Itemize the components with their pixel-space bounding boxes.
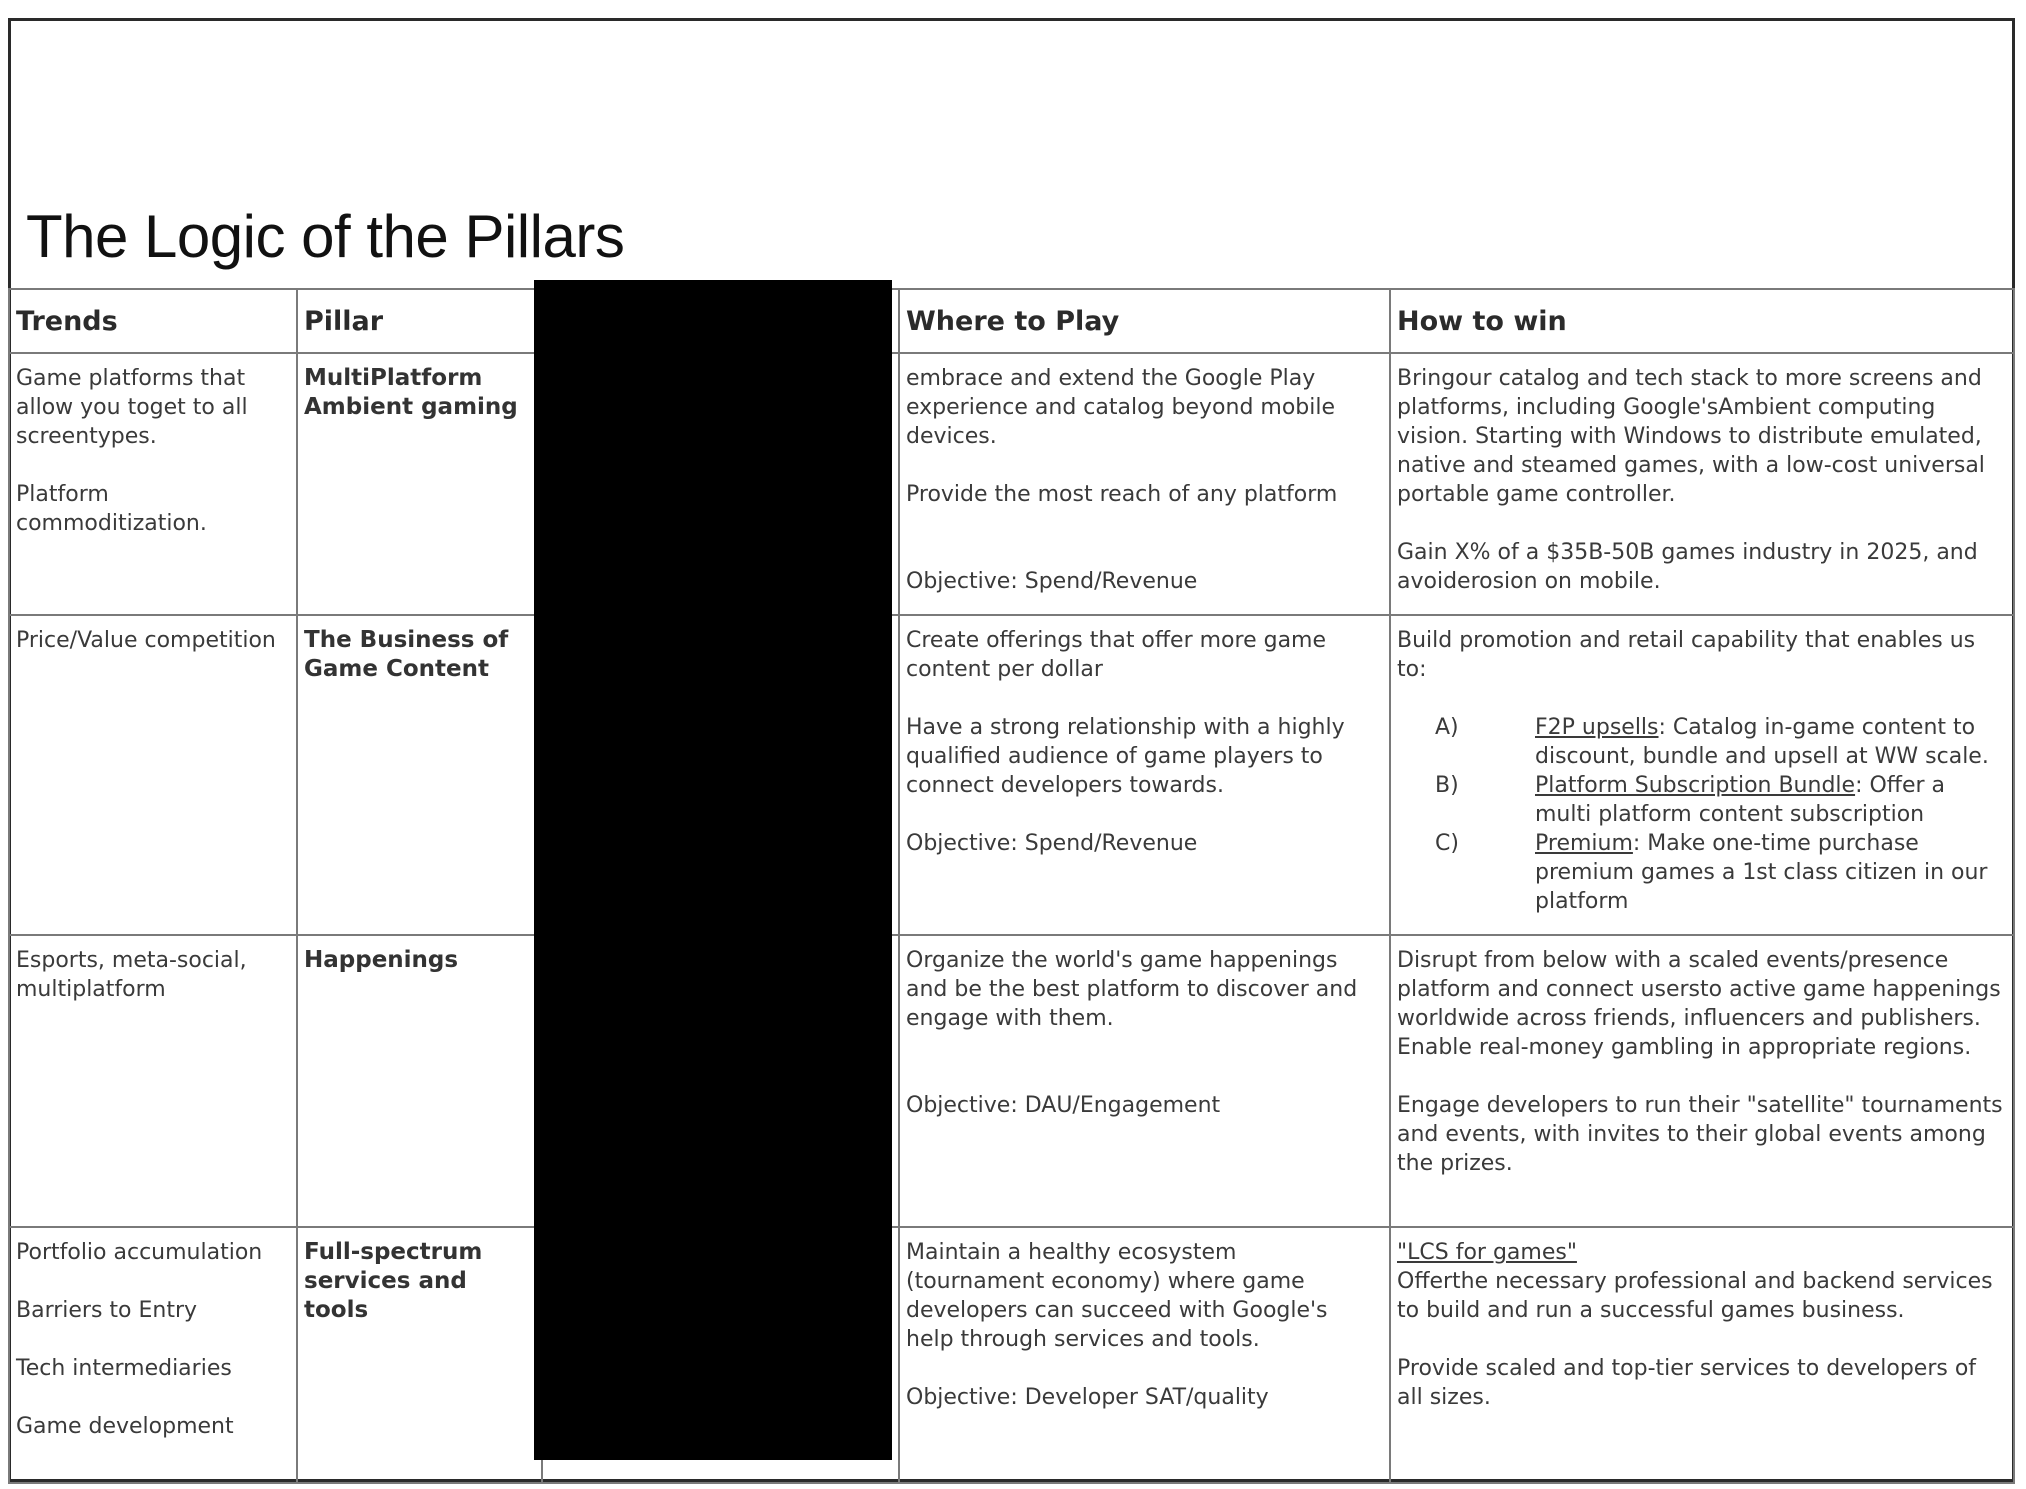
list-item — [1397, 771, 2005, 829]
where-to-play-cell — [899, 615, 1390, 935]
list-item — [1397, 713, 2005, 771]
trend-text: Price/Value competition — [16, 628, 276, 653]
column-header-how-to-win: How to win — [1390, 289, 2014, 353]
option-body — [1495, 713, 2005, 771]
trend-text: Portfolio accumulation — [16, 1240, 263, 1265]
option-text: : Offer a multi platform content subscription — [1535, 773, 1945, 827]
pillar-cell: Happenings — [297, 935, 542, 1227]
trend-text: Barriers to Entry — [16, 1298, 198, 1323]
table-row — [9, 1227, 2014, 1483]
how-to-win-cell — [1390, 353, 2014, 615]
option-list — [1397, 713, 2005, 916]
pillar-cell: Full-spectrum services and tools — [297, 1227, 542, 1483]
where-text: Maintain a healthy ecosystem (tournament economy) where game developers can succeed with Google's help through services and tools. — [906, 1240, 1328, 1352]
where-text: embrace and extend the Google Play experience and catalog beyond mobile devices. — [906, 366, 1336, 449]
objective-text: Objective: Spend/Revenue — [906, 831, 1198, 856]
trends-cell — [9, 615, 297, 935]
objective-text: Objective: Spend/Revenue — [906, 569, 1198, 594]
how-text: Offerthe necessary professional and backend services to build and run a successful games business. — [1397, 1269, 1993, 1323]
pillar-cell: The Business of Game Content — [297, 615, 542, 935]
table-row — [9, 615, 2014, 935]
trend-text: Esports, meta-social, multiplatform — [16, 948, 247, 1002]
how-text: Provide scaled and top-tier services to developers of all sizes. — [1397, 1356, 1977, 1410]
header-row — [9, 289, 2014, 353]
option-term: Premium — [1535, 831, 1633, 856]
where-text: Provide the most reach of any platform — [906, 482, 1338, 507]
trend-text: Game development — [16, 1414, 234, 1439]
where-text: Have a strong relationship with a highly qualified audience of game players to connect developers towards. — [906, 715, 1345, 798]
pillar-cell: MultiPlatform Ambient gaming — [297, 353, 542, 615]
how-intro-text: Build promotion and retail capability that enables us to: — [1397, 628, 1976, 682]
option-letter: A) — [1435, 715, 1459, 740]
objective-text: Objective: Developer SAT/quality — [906, 1385, 1269, 1410]
option-term: F2P upsells — [1535, 715, 1659, 740]
trend-text: Game platforms that allow you toget to all screentypes. — [16, 366, 248, 449]
option-letter: C) — [1435, 831, 1459, 856]
how-to-win-cell — [1390, 935, 2014, 1227]
option-term: Platform Subscription Bundle — [1535, 773, 1856, 798]
where-to-play-cell — [899, 353, 1390, 615]
column-header-where-to-play: Where to Play — [899, 289, 1390, 353]
column-header-pillar: Pillar — [297, 289, 542, 353]
trends-cell — [9, 935, 297, 1227]
where-text: Create offerings that offer more game content per dollar — [906, 628, 1327, 682]
option-text: : Make one-time purchase premium games a 1st class citizen in our platform — [1535, 831, 1988, 914]
option-letter: B) — [1435, 773, 1459, 798]
where-to-play-cell — [899, 935, 1390, 1227]
list-item — [1397, 829, 2005, 916]
page-title: The Logic of the Pillars — [26, 203, 625, 270]
redaction-block — [534, 280, 892, 1460]
trends-cell — [9, 1227, 297, 1483]
trends-cell — [9, 353, 297, 615]
option-text: : Catalog in-game content to discount, bundle and upsell at WW scale. — [1535, 715, 1989, 769]
option-body — [1495, 829, 2005, 916]
trend-text: Platform commoditization. — [16, 482, 207, 536]
table-row — [9, 353, 2014, 615]
how-heading: "LCS for games" — [1397, 1240, 1577, 1265]
where-text: Organize the world's game happenings and be the best platform to discover and engage with them. — [906, 948, 1358, 1031]
objective-text: Objective: DAU/Engagement — [906, 1093, 1221, 1118]
how-text: Disrupt from below with a scaled events/presence platform and connect usersto active game happenings worldwide across friends, influencers and publishers. Enable real-money gambling in appropriate regions. — [1397, 948, 2001, 1060]
table-row — [9, 935, 2014, 1227]
how-to-win-cell — [1390, 615, 2014, 935]
how-text: Engage developers to run their "satellite" tournaments and events, with invites to their global events among the prizes. — [1397, 1093, 2003, 1176]
trend-text: Tech intermediaries — [16, 1356, 232, 1381]
how-text: Gain X% of a $35B-50B games industry in 2025, and avoiderosion on mobile. — [1397, 540, 1978, 594]
where-to-play-cell — [899, 1227, 1390, 1483]
pillars-table — [8, 288, 2015, 1484]
option-body — [1495, 771, 2005, 829]
how-to-win-cell — [1390, 1227, 2014, 1483]
how-text: Bringour catalog and tech stack to more screens and platforms, including Google'sAmbient computing vision. Starting with Windows to distribute emulated, native and steamed games, with a low-cost universal portable game controller. — [1397, 366, 1985, 507]
column-header-trends: Trends — [9, 289, 297, 353]
